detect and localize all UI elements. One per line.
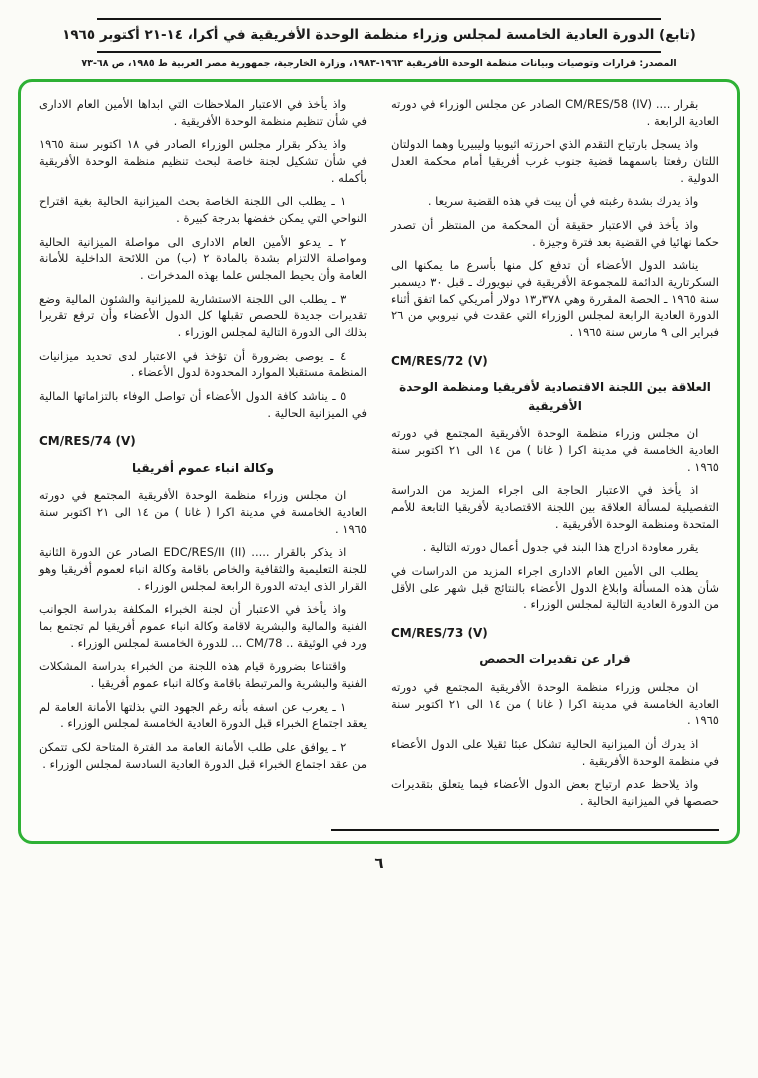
- paragraph: ٤ ـ يوصى بضرورة أن تؤخذ في الاعتبار لدى تحديد ميزانيات المنظمة مستقبلا الموارد المحدودة لدول الأعضاء .: [39, 348, 367, 380]
- source-line: المصدر: قرارات وتوصيات وبيانات منظمة الوحدة الأفريقية ١٩٦٣-١٩٨٣، وزارة الخارجية، جمهورية مصر العربية ط ١٩٨٥، ص ٦٨-٧٣: [81, 57, 677, 69]
- column-left: [39, 96, 367, 779]
- header-rule-top: [97, 18, 660, 20]
- resolution-heading: قرار عن تقديرات الحصص: [479, 652, 631, 667]
- paragraph: ٢ ـ يدعو الأمين العام الادارى الى مواصلة الميزانية الحالية ومواصلة الالتزام بشدة بالمادة ٢ (ب) من اللائحة الداخلية للأمانة العامة وأن يحيط المجلس علما بهذه المدخرات .: [39, 234, 367, 282]
- paragraph: واذ يأخذ في الاعتبار الملاحظات التي ابداها الأمين العام الادارى في شأن تنظيم منظمة الوحدة الأفريقية .: [39, 96, 367, 128]
- paragraph: ان مجلس وزراء منظمة الوحدة الأفريقية المجتمع في دورته العادية الخامسة في مدينة اكرا ( غانا ) من ١٤ الى ٢١ اكتوبر سنة ١٩٦٥ .: [39, 488, 367, 536]
- page-number: ٦: [374, 853, 384, 872]
- paragraph: اذ يذكر بالقرار ..... EDC/RES/II (II) الصادر عن الدورة الثانية للجنة التعليمية والثقافية والخاص باقامة وكالة انباء لعموم أفريقيا وهو القرار الذى ايدته الدورة الرابعة لمجلس الوزراء .: [39, 545, 367, 593]
- paragraph: ٥ ـ يناشد كافة الدول الأعضاء أن تواصل الوفاء بالتزاماتها المالية في الميزانية الحالية .: [39, 388, 367, 420]
- paragraph: اذ يدرك أن الميزانية الحالية تشكل عبئا ثقيلا على الدول الأعضاء في منظمة الوحدة الأفريقية .: [391, 736, 719, 768]
- resolution-code: CM/RES/74 (V): [39, 434, 136, 449]
- resolution-heading: العلاقة بين اللجنة الاقتصادية لأفريقيا ومنظمة الوحدة الأفريقية: [399, 380, 711, 413]
- paragraph: واذ يأخذ في الاعتبار أن لجنة الخبراء المكلفة بدراسة الجوانب الفنية والمالية والبشرية لاقامة وكالة انباء عموم أفريقيا لم تجتمع بما ورد في الوثيقة .. CM/78 ... للدورة الخامسة لمجلس الوزراء .: [39, 602, 367, 650]
- paragraph: واذ يأخذ في الاعتبار حقيقة أن المحكمة من المنتظر أن تصدر حكما نهائيا في القضية بعد فترة وجيزة .: [391, 217, 719, 249]
- paragraph: واقتناعا بضرورة قيام هذه اللجنة من الخبراء بدراسة المشكلات الفنية والبشرية والمرتبطة باقامة وكالة انباء عموم أفريقيا .: [39, 659, 367, 691]
- paragraph: واذ يلاحظ عدم ارتياح بعض الدول الأعضاء فيما يتعلق بتقديرات حصصها في الميزانية الحالية .: [391, 777, 719, 808]
- resolution-code: CM/RES/73 (V): [391, 625, 488, 640]
- paragraph: يقرر معاودة ادراج هذا البند في جدول أعمال دورته التالية .: [422, 540, 699, 555]
- paragraph: ٢ ـ يوافق على طلب الأمانة العامة مد الفترة المتاحة لكى تتمكن من عقد اجتماع الخبراء قبل الدورة العادية السادسة لمجلس الوزراء .: [39, 740, 367, 771]
- paragraph: واذ يدرك بشدة رغبته في أن يبت في هذه القضية سريعا .: [427, 194, 699, 209]
- paragraph: واذ يسجل بارتياح التقدم الذي احرزته اثيوبيا وليبيريا وهما الدولتان اللتان رفعتا باسمهما قضية جنوب غرب أفريقيا أمام محكمة العدل الدولية .: [391, 137, 719, 185]
- bottom-rule: [331, 829, 719, 831]
- resolution-heading: وكالة انباء عموم أفريقيا: [132, 460, 274, 475]
- column-right: [391, 96, 719, 817]
- paragraph: ١ ـ يعرب عن اسفه بأنه رغم الجهود التي بذلتها الأمانة العامة لم يعقد اجتماع الخبراء قبل الدورة العادية الخامسة لمجلس الوزراء .: [39, 699, 367, 731]
- paragraph: ان مجلس وزراء منظمة الوحدة الأفريقية المجتمع في دورته العادية الخامسة في مدينة اكرا ( غانا ) من ١٤ الى ٢١ اكتوبر سنة ١٩٦٥ .: [391, 426, 719, 474]
- paragraph: ٣ ـ يطلب الى اللجنة الاستشارية للميزانية والشئون المالية وضع تقديرات جديدة للحصص تقبلها كل الدول الأعضاء وأن ترفع تقريرا بذلك الى الدورة التالية لمجلس الوزراء .: [39, 291, 367, 339]
- resolution-code: CM/RES/72 (V): [391, 353, 488, 368]
- paragraph: ان مجلس وزراء منظمة الوحدة الأفريقية المجتمع في دورته العادية الخامسة في مدينة اكرا ( غانا ) من ١٤ الى ٢١ اكتوبر سنة ١٩٦٥ .: [391, 679, 719, 728]
- page-title: (تابع) الدورة العادية الخامسة لمجلس وزراء منظمة الوحدة الأفريقية في أكرا، ١٤-٢١ أكتوبر ١٩٦٥: [62, 27, 696, 43]
- paragraph: ١ ـ يطلب الى اللجنة الخاصة بحث الميزانية الحالية بغية اقتراح النواحي التي يمكن خفضها بدرجة كبيرة .: [39, 194, 367, 225]
- paragraph: يناشد الدول الأعضاء أن تدفع كل منها بأسرع ما يمكنها الى السكرتارية الدائمة للمجموعة الأفريقية في نيويورك ـ قبل ٣٠ ديسمبر سنة ١٩٦٥ ـ الحصة المقررة وهي ٣٧٨ر١٣ دولار أمريكي كما اتفق أثناء الدورة العادية الرابعة لمجلس الوزراء التي عقدت في نيروبي من ٢٦ فبراير الى ٩ مارس سنة ١٩٦٥ .: [391, 258, 719, 339]
- document-header: [18, 18, 740, 69]
- header-rule-bottom: [97, 51, 660, 53]
- content-frame: [18, 79, 740, 844]
- paragraph: اذ يأخذ في الاعتبار الحاجة الى اجراء المزيد من الدراسة التفصيلية لمسألة العلاقة بين اللجنة الاقتصادية لأفريقيا التابعة للأمم المتحدة ومنظمة الوحدة الأفريقية .: [391, 483, 719, 531]
- page-footer: [18, 853, 740, 872]
- paragraph: واذ يذكر بقرار مجلس الوزراء الصادر في ١٨ اكتوبر سنة ١٩٦٥ في شأن تشكيل لجنة خاصة لبحث تنظيم منظمة الوحدة الأفريقية بأكمله .: [39, 137, 367, 185]
- paragraph: يطلب الى الأمين العام الادارى اجراء المزيد من الدراسات في شأن هذه المسألة وابلاغ الدول الأعضاء بالنتائج قبل شهر على الأقل من الدورة العادية التالية لمجلس الوزراء .: [391, 563, 719, 612]
- paragraph: بقرار .... CM/RES/58 (IV) الصادر عن مجلس الوزراء في دورته العادية الرابعة .: [391, 96, 719, 128]
- text-columns: [39, 96, 719, 817]
